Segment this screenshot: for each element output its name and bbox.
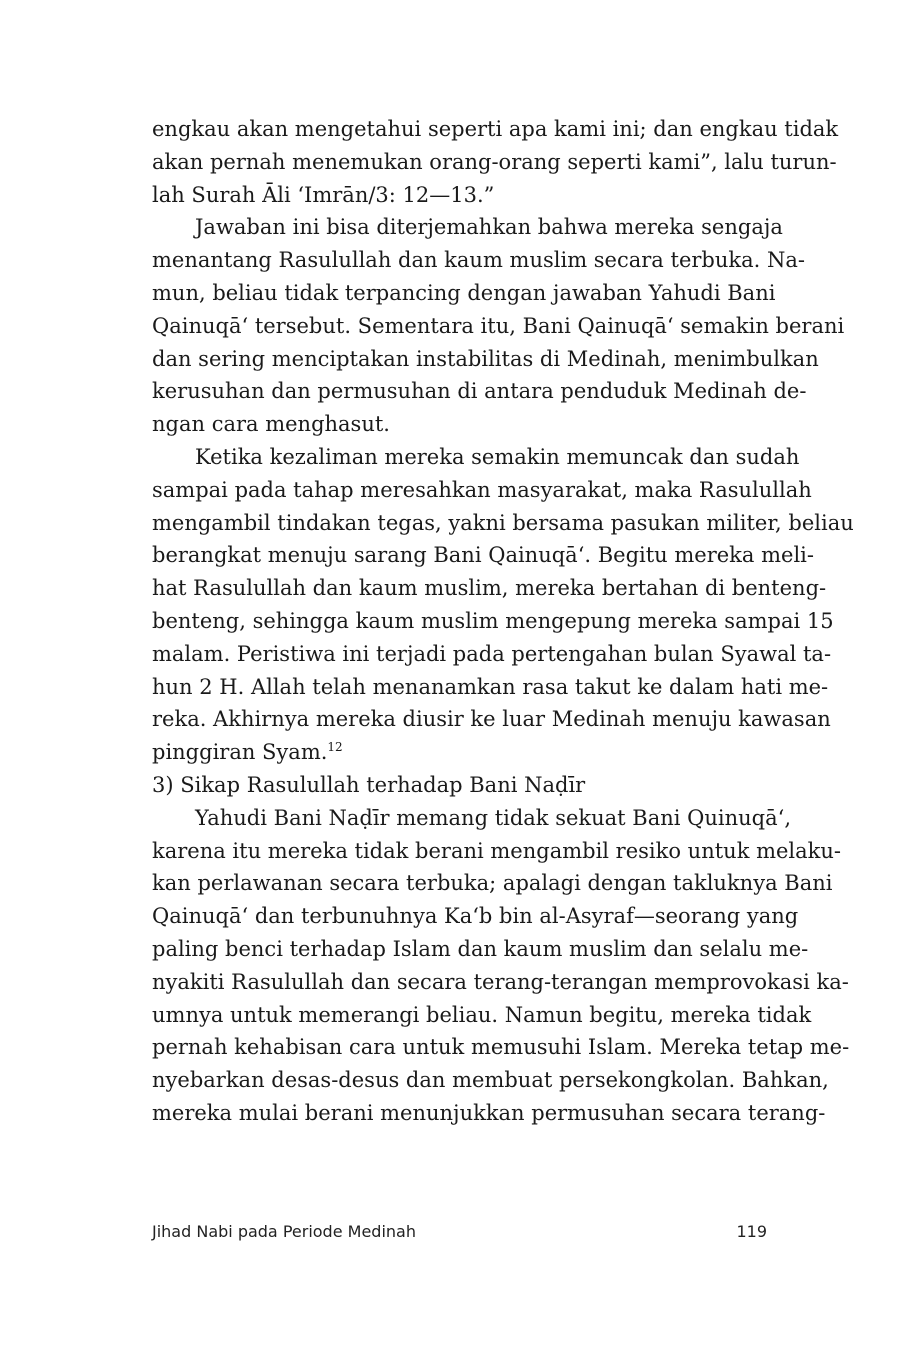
text-line: Jawaban ini bisa diterjemahkan bahwa mereka sengaja xyxy=(195,215,783,240)
text-line: mengambil tindakan tegas, yakni bersama pasukan militer, beliau xyxy=(152,510,854,535)
text-line: kerusuhan dan permusuhan di antara penduduk Medinah de- xyxy=(152,379,807,404)
text-line: nyebarkan desas-desus dan membuat persekongkolan. Bahkan, xyxy=(152,1068,829,1093)
section-heading: 3) Sikap Rasulullah terhadap Bani Naḍīr xyxy=(152,772,586,797)
text-line: akan pernah menemukan orang-orang seperti kami”, lalu turun- xyxy=(152,149,837,174)
text-line: lah Surah Āli ‘Imrān/3: 12—13.” xyxy=(152,182,495,207)
text-line: hat Rasulullah dan kaum muslim, mereka bertahan di benteng- xyxy=(152,576,827,601)
text-line: hun 2 H. Allah telah menanamkan rasa takut ke dalam hati me- xyxy=(152,674,829,699)
page-body xyxy=(152,113,854,1130)
text-line: Yahudi Bani Naḍīr memang tidak sekuat Bani Quinuqā‘, xyxy=(195,805,791,830)
text-line: karena itu mereka tidak berani mengambil resiko untuk melaku- xyxy=(152,838,842,863)
page-number: 119 xyxy=(736,1222,767,1241)
running-title: Jihad Nabi pada Periode Medinah xyxy=(152,1222,416,1241)
text-line: pernah kehabisan cara untuk memusuhi Islam. Mereka tetap me- xyxy=(152,1035,850,1060)
text-line: Qainuqā‘ dan terbunuhnya Ka‘b bin al-Asyraf—seorang yang xyxy=(152,904,799,929)
text-line: mereka mulai berani menunjukkan permusuhan secara terang- xyxy=(152,1100,826,1125)
text-line: kan perlawanan secara terbuka; apalagi dengan takluknya Bani xyxy=(152,871,833,896)
text-line: reka. Akhirnya mereka diusir ke luar Medinah menuju kawasan xyxy=(152,707,831,732)
text-line: dan sering menciptakan instabilitas di Medinah, menimbulkan xyxy=(152,346,819,371)
text-line: sampai pada tahap meresahkan masyarakat, maka Rasulullah xyxy=(152,477,812,502)
text-line-with-footnote xyxy=(152,736,767,769)
text-line: Qainuqā‘ tersebut. Sementara itu, Bani Qainuqā‘ semakin berani xyxy=(152,313,845,338)
text-line: umnya untuk memerangi beliau. Namun begitu, mereka tidak xyxy=(152,1002,812,1027)
text-line: Ketika kezaliman mereka semakin memuncak dan sudah xyxy=(195,444,800,469)
text-line: engkau akan mengetahui seperti apa kami ini; dan engkau tidak xyxy=(152,117,839,141)
text-line: ngan cara menghasut. xyxy=(152,412,390,437)
paragraph-3 xyxy=(152,441,854,769)
text-line: paling benci terhadap Islam dan kaum muslim dan selalu me- xyxy=(152,936,809,961)
text-line: malam. Peristiwa ini terjadi pada pertengahan bulan Syawal ta- xyxy=(152,641,832,666)
paragraph-2 xyxy=(152,211,845,441)
page-footer xyxy=(152,1222,767,1248)
text-line: menantang Rasulullah dan kaum muslim secara terbuka. Na- xyxy=(152,248,805,273)
text-line: mun, beliau tidak terpancing dengan jawaban Yahudi Bani xyxy=(152,280,776,305)
text-line: benteng, sehingga kaum muslim mengepung mereka sampai 15 xyxy=(152,608,834,633)
text-line: nyakiti Rasulullah dan secara terang-terangan memprovokasi ka- xyxy=(152,969,849,994)
text-line: berangkat menuju sarang Bani Qainuqā‘. Begitu mereka meli- xyxy=(152,543,814,568)
paragraph-1 xyxy=(152,113,839,211)
section-3 xyxy=(152,769,850,1130)
text-line: pinggiran Syam. xyxy=(152,740,328,765)
footnote-marker[interactable]: 12 xyxy=(327,740,343,755)
